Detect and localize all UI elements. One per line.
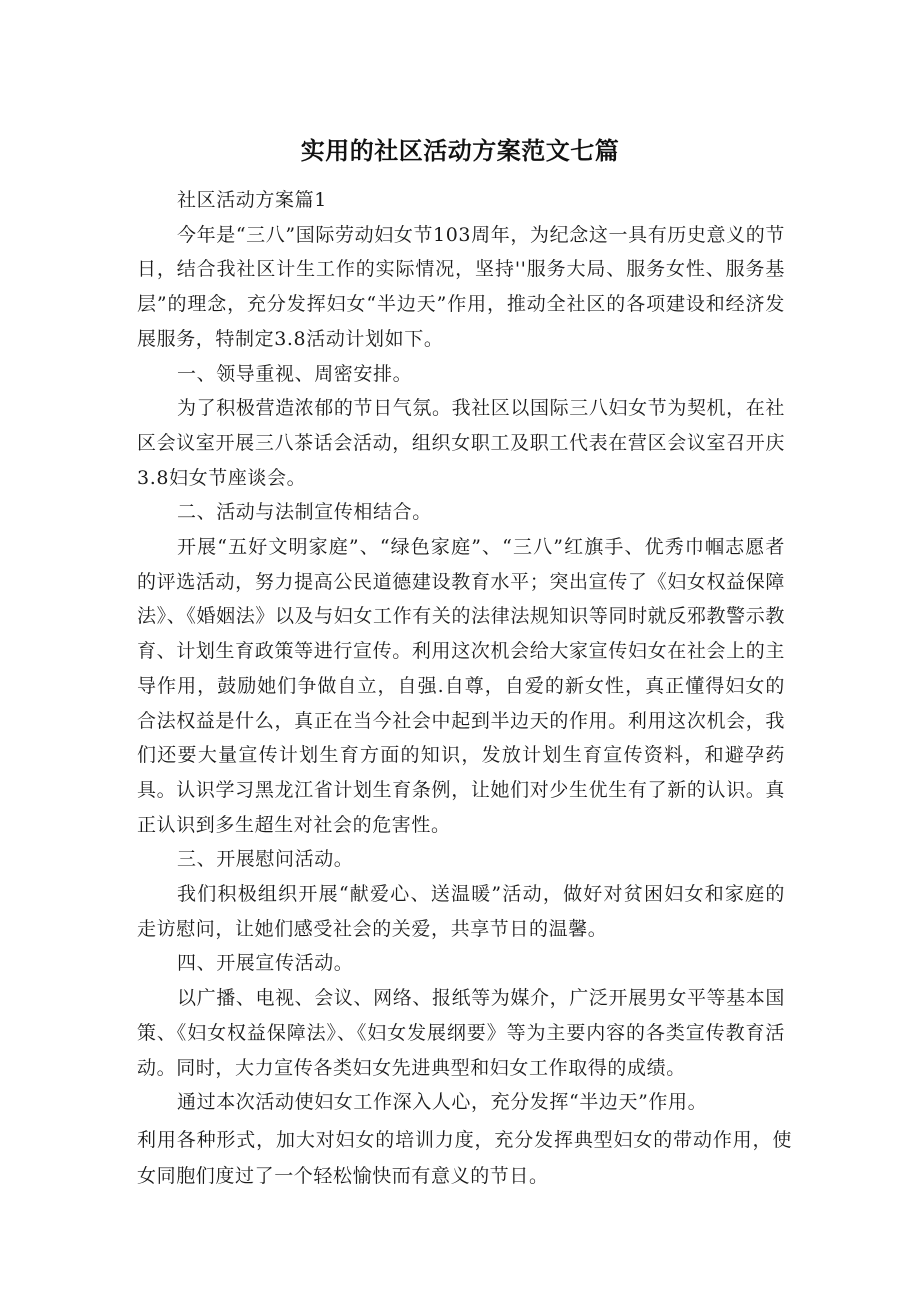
document-body: [137, 183, 785, 1120]
section-1-paragraph: 为了积极营造浓郁的节日气氛。我社区以国际三八妇女节为契机，在社区会议室开展三八茶话会活动，组织女职工及职工代表在营区会议室召开庆3.8妇女节座谈会。: [137, 397, 785, 489]
document-title: 实用的社区活动方案范文七篇: [300, 137, 620, 166]
section-heading-plan-1: 社区活动方案篇1: [177, 189, 327, 211]
closing-paragraph: 利用各种形式，加大对妇女的培训力度，充分发挥典型妇女的带动作用，使女同胞们度过了一个轻松愉快而有意义的节日。: [137, 1129, 792, 1187]
section-4-paragraph: 以广播、电视、会议、网络、报纸等为媒介，广泛开展男女平等基本国策、《妇女权益保障法》、《妇女发展纲要》等为主要内容的各类宣传教育活动。同时，大力宣传各类妇女先进典型和妇女工作取得的成绩。: [137, 987, 785, 1079]
section-3-paragraph: 我们积极组织开展“献爱心、送温暖”活动，做好对贫困妇女和家庭的走访慰问，让她们感受社会的关爱，共享节日的温馨。: [137, 883, 785, 940]
closing-block: [137, 1122, 792, 1194]
summary-paragraph: 通过本次活动使妇女工作深入人心，充分发挥“半边天”作用。: [177, 1091, 708, 1114]
section-2-paragraph: 开展“五好文明家庭”、“绿色家庭”、“三八”红旗手、优秀巾帼志愿者的评选活动，努力提高公民道德建设教育水平；突出宣传了《妇女权益保障法》、《婚姻法》以及与妇女工作有关的法律法规知识等同时就反邪教警示教育、计划生育政策等进行宣传。利用这次机会给大家宣传妇女在社会上的主导作用，鼓励她们争做自立，自强.自尊，自爱的新女性，真正懂得妇女的合法权益是什么，真正在当今社会中起到半边天的作用。利用这次机会，我们还要大量宣传计划生育方面的知识，发放计划生育宣传资料，和避孕药具。认识学习黑龙江省计划生育条例，让她们对少生优生有了新的认识。真正认识到多生超生对社会的危害性。: [137, 536, 785, 836]
section-heading-2: 二、活动与法制宣传相结合。: [177, 501, 432, 524]
section-heading-1: 一、领导重视、周密安排。: [177, 362, 413, 385]
section-heading-4: 四、开展宣传活动。: [177, 952, 354, 975]
intro-paragraph: 今年是“三八”国际劳动妇女节103周年，为纪念这一具有历史意义的节日，结合我社区计生工作的实际情况，坚持''服务大局、服务女性、服务基层”的理念，充分发挥妇女“半边天”作用，推动全社区的各项建设和经济发展服务，特制定3.8活动计划如下。: [137, 223, 785, 350]
section-heading-3: 三、开展慰问活动。: [177, 848, 354, 871]
